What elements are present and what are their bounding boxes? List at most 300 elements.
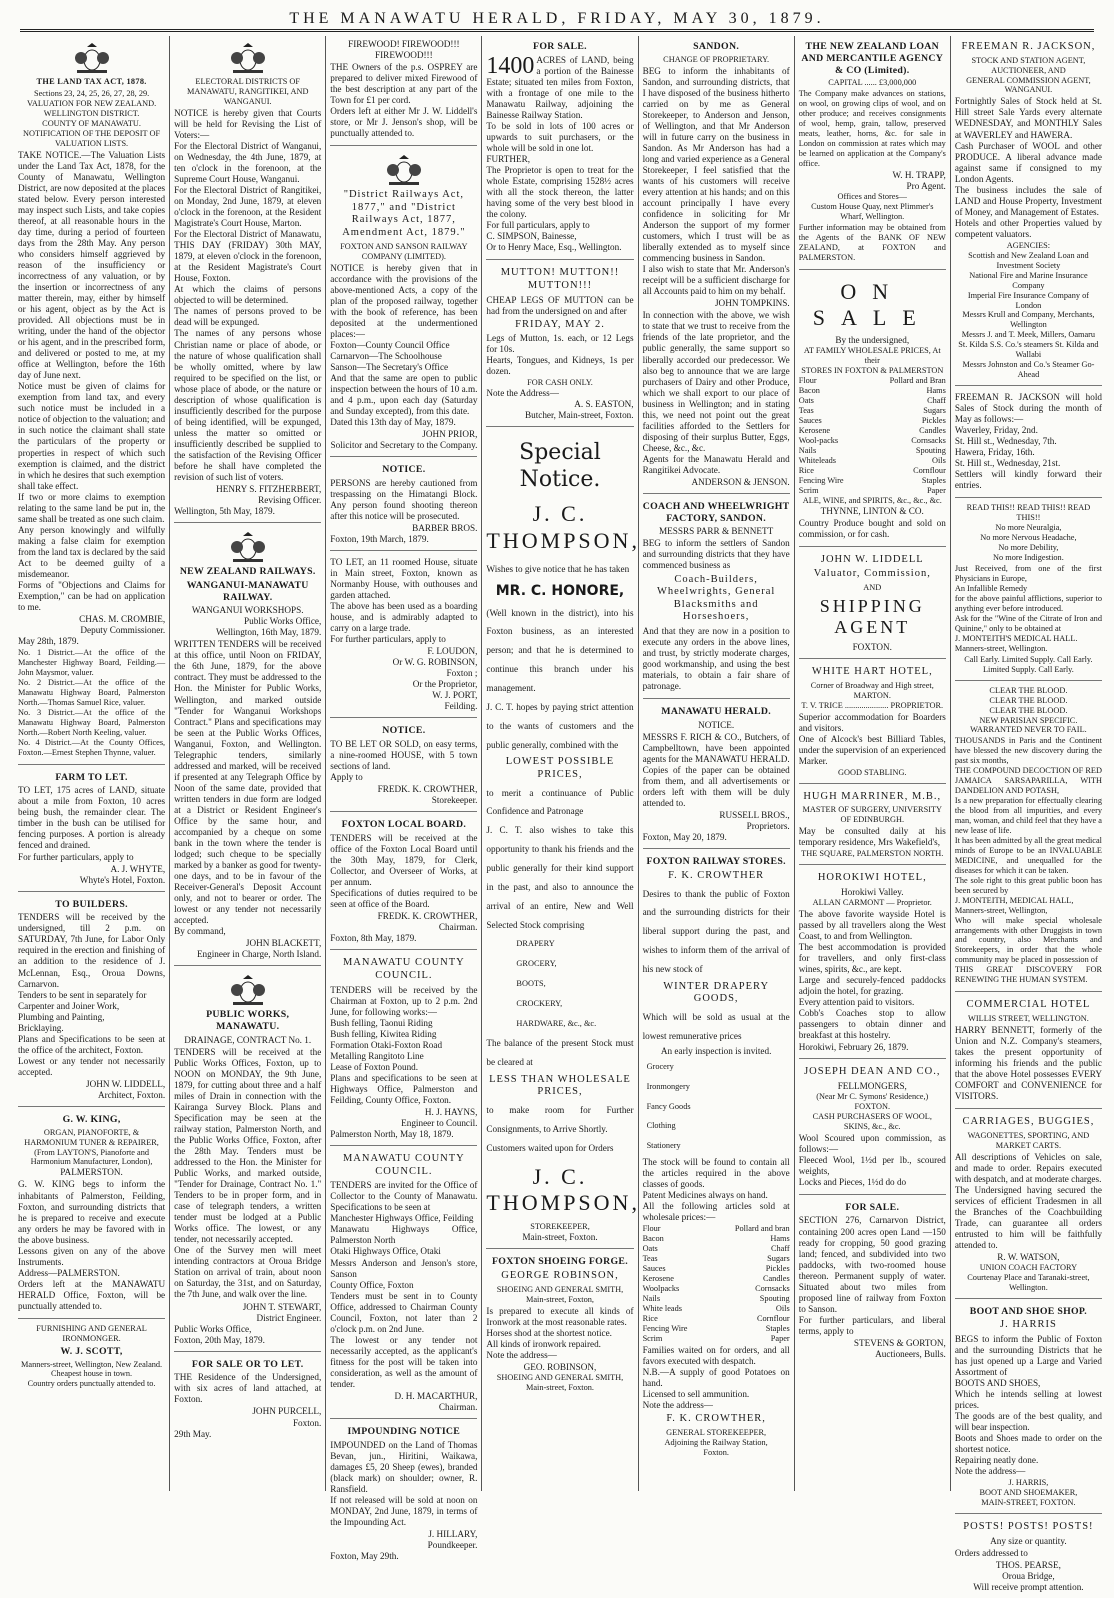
special-notice-title: Special Notice. bbox=[519, 440, 601, 492]
price-list-item: Bacon bbox=[642, 1234, 664, 1244]
price-list-item: Flour bbox=[642, 1224, 661, 1234]
clear-blood-ad bbox=[955, 683, 1102, 993]
loan-body: The Company make advances on stations, on wool, on growing clips of wool, and on other produce; and receives consignments of wool, hemp, grain, tallow, preserved meats, leather, horns, &c. for sale in London on commission at rates which may be learned on application at the Company's office. bbox=[798, 89, 946, 168]
jackson-sales-body: FREEMAN R. JACKSON will hold Sales of Stock during the month of May as follows:— Waverley, Friday, 2nd. St. Hill st., Wednesday, 7th. Hawera, Friday, 16th. St. Hill st., Wednesday, 21st. Settlers will kindly forward their entries. bbox=[954, 392, 1102, 491]
column-4 bbox=[482, 36, 638, 1491]
mutton-address-label: Note the Address— bbox=[486, 388, 559, 399]
king-piano-ad bbox=[18, 1109, 165, 1319]
loan-agency-ad bbox=[799, 36, 946, 270]
farm-heading: FARM TO LET. bbox=[55, 771, 128, 783]
crowther-signature: F. K. CROWTHER, bbox=[666, 1413, 766, 1425]
railway-stores-heading: FOXTON RAILWAY STORES. bbox=[646, 856, 786, 868]
scott-heading: FURNISHING AND GENERAL IRONMONGER. bbox=[36, 1323, 147, 1343]
white-hart-proprietor: T. V. TRICE ..................... PROPRIETOR. bbox=[801, 700, 944, 710]
land-tax-notification: NOTIFICATION OF THE DEPOSIT OF VALUATION LISTS. bbox=[23, 128, 161, 148]
on-sale-body: Country Produce bought and sold on commission, or for cash. bbox=[798, 517, 946, 539]
thompson-body-3: The balance of the present Stock must be cleared at bbox=[486, 1038, 634, 1067]
harris-name: J. HARRIS bbox=[999, 1319, 1057, 1331]
sandon-signature-2: ANDERSON & JENSON. bbox=[691, 476, 790, 487]
price-list-item: Oils bbox=[775, 1304, 790, 1314]
impounding-date: Foxton, May 29th. bbox=[330, 1551, 399, 1561]
royal-coat-of-arms-icon bbox=[225, 530, 271, 564]
railway-stores-ad bbox=[643, 851, 790, 1462]
on-sale-prices: AT FAMILY WHOLESALE PRICES, At their bbox=[803, 346, 941, 366]
price-list-item: Chaff bbox=[927, 396, 946, 406]
price-list-item: Paper bbox=[926, 485, 946, 495]
thompson-goods: DRAPERY GROCERY, BOOTS, CROCKERY, HARDWARE, &c., &c. bbox=[516, 939, 597, 1029]
let-sold-heading: NOTICE. bbox=[382, 725, 426, 737]
herald-notice: NOTICE. bbox=[698, 719, 735, 730]
price-list-item: Candles bbox=[919, 426, 946, 435]
price-list-item: Pickles bbox=[765, 1264, 790, 1274]
on-sale-price-list bbox=[799, 376, 946, 495]
price-list-item: Rice bbox=[798, 465, 814, 475]
harris-boot-ad bbox=[955, 1301, 1102, 1515]
impounding-body: IMPOUNDED on the Land of Thomas Bevan, jun., Hiritini, Waikawa, damages £5, 20 Sheep (ewes), branded (black mark) on shoulder; owner, R. Ransfield. If not released will be sold at noon on MONDAY, 2nd June, 1879, in terms of the Impounding Act. bbox=[330, 1439, 478, 1527]
commercial-address: WILLIS STREET, WELLINGTON. bbox=[968, 1013, 1089, 1023]
column-2 bbox=[170, 36, 326, 1491]
crowther-inspection: An early inspection is invited. bbox=[660, 1045, 772, 1056]
district-railways-signature: JOHN PRIOR, Solicitor and Secretary to the Company. bbox=[330, 429, 478, 451]
jackson-name: FREEMAN R. JACKSON, bbox=[961, 41, 1096, 52]
county-collector-heading: MANAWATU COUNTY COUNCIL. bbox=[342, 1153, 465, 1177]
clear-blood-specific: NEW PARISIAN SPECIFIC. WARRANTED NEVER TO FAIL. bbox=[970, 715, 1087, 735]
dean-fellmongers-ad bbox=[799, 1061, 946, 1195]
winter-drapery: WINTER DRAPERY GOODS, bbox=[663, 980, 770, 1005]
horokiwi-location: Horokiwi Valley. bbox=[841, 886, 904, 897]
builders-heading: TO BUILDERS. bbox=[55, 898, 128, 910]
forge-signature: GEO. ROBINSON, bbox=[523, 1361, 597, 1372]
land-tax-notice bbox=[18, 36, 165, 765]
mutton-cash: FOR CASH ONLY. bbox=[527, 378, 593, 388]
masthead-title: THE MANAWATU HERALD, FRIDAY, MAY 30, 1879. bbox=[289, 10, 825, 27]
mutton-date: FRIDAY, MAY 2. bbox=[515, 318, 605, 330]
trespass-date: Foxton, 19th March, 1879. bbox=[330, 534, 429, 544]
columns bbox=[14, 36, 1106, 1592]
land-tax-sections: Sections 23, 24, 25, 26, 27, 28, 29. bbox=[33, 88, 150, 98]
price-list-item: Oats bbox=[798, 396, 814, 406]
local-board-body: TENDERS will be received at the office of the Foxton Local Board until the 30th May, 1879, for Clerk, Collector, and Overseer of Works, at per annum. Specifications of duties required to be seen at office of the Board. bbox=[330, 833, 478, 910]
marriner-ad bbox=[799, 786, 946, 866]
commercial-hotel-ad bbox=[955, 994, 1102, 1109]
firewood-heading: FIREWOOD! FIREWOOD!!! FIREWOOD!!! bbox=[348, 39, 460, 61]
liddell-valuator-ad bbox=[799, 549, 946, 659]
county-works-heading: MANAWATU COUNTY COUNCIL. bbox=[342, 957, 465, 982]
liddell-trade: Valuator, Commission, bbox=[813, 568, 931, 580]
jackson-trade: STOCK AND STATION AGENT, bbox=[971, 55, 1086, 65]
dean-body: Wool Scoured upon commission, as follows:— Fleeced Wool, 1½d per lb., scoured weights, Locks and Pieces, 1½d do do bbox=[798, 1132, 946, 1187]
price-list-item: Hams bbox=[926, 386, 946, 396]
read-this-heading: READ THIS!! READ THIS!! READ THIS!! bbox=[966, 503, 1091, 523]
liddell-town: FOXTON. bbox=[852, 642, 892, 653]
price-list-item: Sugars bbox=[923, 406, 946, 416]
carnarvon-signature: STEVENS & GORTON, Auctioneers, Bulls. bbox=[853, 1337, 946, 1359]
price-list-item: White leads bbox=[642, 1304, 682, 1314]
mutton-heading: MUTTON! MUTTON!! MUTTON!!! bbox=[500, 267, 620, 291]
mutton-prices: Legs of Mutton, 1s. each, or 12 Legs for 10s. Hearts, Tongues, and Kidneys, 1s per dozen. bbox=[486, 333, 634, 377]
forge-body: Is prepared to execute all kinds of Ironwork at the most reasonable rates. Horses shod at the shortest notice. All kinds of ironwork repaired. Note the address— bbox=[486, 1305, 634, 1360]
price-list-item: Cornsacks bbox=[755, 1284, 790, 1294]
electoral-body: NOTICE is hereby given that Courts will be held for Revising the List of Voters:— For the Electoral District of Wanganui, on Wednesday, the 4th June, 1879, at ten o'clock in the forenoon, at the Supreme Court House, Wanganui. For the Electoral District of Rangitikei, on Monday, 2nd June, 1879, at eleven o'clock in the forenoon, at the Resident Magistrate's Court House, Marton. For the Electoral District of Manawatu, THIS DAY (FRIDAY) 30th MAY, 1879, at eleven o'clock in the forenoon, at the Resident Magistrate's Court House, Foxton. At which the claims of persons objected to will be determined. The names of persons proved to be dead will be expunged. The names of any persons whose Christian name or place of abode, or the nature of whose qualification shall be wholly omitted, where by law required to be specified on the list, or whose place of abode, or the nature or description of whose qualification is insufficiently described for the purpose of being identified, will be expunged, unless the matter so omitted or insufficiently described be supplied to the satisfaction of the Revising Officer before he shall have completed the revision of such list of voters. bbox=[174, 107, 322, 482]
price-list-item: Oats bbox=[642, 1244, 658, 1254]
price-list-item: Nails bbox=[798, 445, 817, 455]
farm-body: TO LET, 175 acres of LAND, situate about a mile from Foxton, 10 acres being bush, the remainder clear. The timber in the bush can be utilised for fencing purposes. A portion is already fenced and drained. For further particulars, apply to bbox=[18, 785, 166, 862]
special-notice-ad bbox=[486, 429, 640, 1249]
coach-body: BEG to inform the settlers of Sandon and surrounding districts that they have commenced business as bbox=[642, 538, 790, 571]
white-hart-ad bbox=[799, 661, 946, 784]
carnarvon-heading: FOR SALE. bbox=[845, 1201, 900, 1213]
posts-size: Any size or quantity. bbox=[990, 1535, 1067, 1546]
sandon-heading: SANDON. bbox=[693, 41, 740, 52]
price-list-item: Oils bbox=[932, 455, 946, 465]
railways-line: WANGANUI-MANAWATU RAILWAY. bbox=[186, 579, 309, 603]
price-list-item: Flour bbox=[798, 376, 817, 386]
jackson-body: Fortnightly Sales of Stock held at St. Hill street Sale Yards every alternate WEDNESDAY, and MONTHLY Sales at WAVERLEY and HAWERA. Cash Purchaser of WOOL and other PRODUCE. A liberal advance made against same if consigned to my London Agents. The business includes the sale of LAND and House Property, Investment of Money, and Management of Estates. Hotels and other Properties valued by competent valuators. bbox=[954, 96, 1102, 239]
carnarvon-sale-ad bbox=[799, 1197, 946, 1365]
price-list-item: Fencing Wire bbox=[642, 1324, 688, 1333]
crowther-body: Desires to thank the public of Foxton and the surrounding districts for their liberal support during the past, and wishes to inform them of the arrival of his new stock of bbox=[642, 888, 790, 974]
thompson-name: J. C. THOMPSON, bbox=[486, 501, 640, 553]
drainage-contract: DRAINAGE, CONTRACT No. 1. bbox=[184, 1034, 312, 1045]
crowther-body-2: Which will be sold as usual at the lowest remunerative prices bbox=[642, 1012, 790, 1041]
white-hart-stabling: GOOD STABLING. bbox=[838, 767, 907, 777]
coach-body-2: And that they are now in a position to execute any orders in the above lines, and trust, by strictly moderate charges, good workmanship, and using the best materials, to obtain a fair share of patronage. bbox=[642, 625, 790, 692]
county-collector-signature: D. H. MACARTHUR, Chairman. bbox=[394, 1390, 478, 1412]
forge-name: GEORGE ROBINSON, bbox=[501, 1270, 619, 1282]
let-sold-body: TO BE LET OR SOLD, on easy terms, a nine-roomed HOUSE, with 5 town sections of land. Apply to bbox=[330, 739, 478, 783]
for-sale-or-let-ad bbox=[174, 1354, 321, 1445]
land-tax-title: THE LAND TAX ACT, 1878. bbox=[36, 77, 147, 86]
commercial-body: HARRY BENNETT, formerly of the Union and N.Z. Company's steamers, takes the present opportunity of informing his friends and the public that the above Hotel possesses EVERY COMFORT and CONVENIENCE for VISITORS. bbox=[954, 1024, 1102, 1101]
jackson-agencies-heading: AGENCIES: bbox=[1006, 240, 1051, 250]
district-railways-heading: "District Railways Act, 1877," and "District Railways Act, 1877, Amendment Act, 1879." bbox=[342, 189, 466, 239]
land-sale-heading: FOR SALE. bbox=[533, 41, 587, 52]
county-council-works bbox=[330, 952, 477, 1146]
commercial-heading: COMMERCIAL HOTEL bbox=[966, 999, 1091, 1011]
firewood-body: THE Owners of the p.s. OSPREY are prepared to deliver mixed Firewood of the best description at any part of the Town for £1 per cord. Orders left at either Mr J. W. Liddell's store, or Mr J. Jenson's shop, will be punctually attended to. bbox=[330, 62, 478, 139]
price-list-item: Wool-packs bbox=[798, 435, 839, 445]
price-list-item: Sauces bbox=[798, 416, 822, 426]
coach-owners: MESSRS PARR & BENNETT bbox=[658, 526, 774, 537]
land-sale-acres: 1400 bbox=[486, 52, 535, 79]
district-railways-body: NOTICE is hereby given that in accordance with the provisions of the above-mentioned Acts, a copy of the plan of the proposed railway, together with the book of reference, has been deposited at the undermentioned places:— Foxton—County Council Office Carnarvon—The Schoolhouse Sanson—The Secretary's Office And that the same are open to public inspection between the hours of 10 a.m. and 4 p.m., upon each day (Saturday and Sunday excepted), from this date. Dated this 13th day of May, 1879. bbox=[330, 262, 478, 427]
herald-body: MESSRS F. RICH & CO., Butchers, of Campbelltown, have been appointed agents for the MANAWATU HERALD. Copies of the paper can be obtained from them, and all advertisements or orders left with them will be duly attended to. bbox=[642, 731, 790, 809]
price-list-item: Bacon bbox=[798, 386, 820, 396]
sandon-body: BEG to inform the inhabitants of Sandon, and surrounding districts, that I have disposed of the business hitherto carried on by me as General Storekeeper, to Anderson and Jenson, of Wellington, and that Mr Anderson will in future carry on the business in Sandon. As Mr Anderson has had a long and varied experience as a General Storekeeper, I feel satisfied that the wants of his customers will receive every attention at his hands; and on this account principally I have every confidence in soliciting for Mr Anderson the support of my former customers, which I trust will be as liberally extended as to myself since commencing business in Sandon. I also wish to state that Mr. Anderson's receipt will be a sufficient discharge for all Accounts paid to him on my behalf. bbox=[642, 65, 790, 297]
railways-workshops: WANGANUI WORKSHOPS. bbox=[191, 605, 304, 616]
land-sale-body: ACRES of LAND, being a portion of the Bainesse Estate; situated ten miles from Foxton, with a frontage of one mile to the Manawatu Railway, adjoining the Bainesse Railway Station. To be sold in lots of 100 acres or upwards to suit purchasers, or the whole will be sold in one lot. FURTHER, The Proprietor is open to treat for the whole Estate, comprising 1528½ acres with all the stock thereon, the latter having some of the very best blood in the colony. For full particulars, apply to C. SIMPSON, Bainesse, Or to Henry Mace, Esq., Wellington. bbox=[486, 54, 634, 253]
herald-date: Foxton, May 20, 1879. bbox=[642, 832, 727, 843]
jackson-town: WANGANUI. bbox=[1004, 85, 1053, 95]
price-list-item: Teas bbox=[798, 406, 814, 416]
land-tax-body: TAKE NOTICE.—The Valuation Lists under the Land Tax Act, 1878, for the County of Manawatu, Wellington District, are now deposited at the places stated below. Every person interested may inspect such Lists, and take copies thereof, at all reasonable hours in the day time, during a period of fourteen days from the 28th May. Any person who considers himself aggrieved by reason of the insufficiency or incorrectness of any valuation, or by the insertion or incorrectness of any matter therein, may, either by himself or his agent, object as by the Act is provided. All objections must be in writing, under the hand of the objector or his agent, and in the prescribed form, and delivered or posted to me, at my office at Wellington, before the 16th day of June next. Notice must be given of claims for exemption from land tax, and every such notice must be included in a notice of objection to the valuation; and in such notice the claimant shall state the particulars of the property or properties in respect of which such exemption is claimed, and the district in which he desires that such exemption shall take effect. If two or more claims to exemption relating to the same land be put in, the same shall be treated as one such claim. Any person knowingly and wilfully making a false claim for exemption from the land tax is declared by the said Act to be deemed guilty of a misdemeanor. Forms of "Objections and Claims for Exemption," can be had on application to me. bbox=[18, 149, 166, 612]
thompson-address: Main-street, Foxton. bbox=[522, 1232, 598, 1243]
thompson-intro: Wishes to give notice that he has taken bbox=[486, 563, 630, 574]
column-7 bbox=[951, 36, 1106, 1592]
jackson-sales-ad bbox=[955, 388, 1102, 498]
price-list-item: Scrim bbox=[642, 1333, 663, 1343]
less-than-wholesale: LESS THAN WHOLESALE PRICES, bbox=[489, 1073, 631, 1098]
drainage-body: TENDERS will be received at the Public Works Offices, Foxton, up to NOON on MONDAY, the 9th June, 1879, for cutting about three and a half miles of Drain in connection with the Kairanga Survey Block. Plans and Specification may be seen at the railway station, Palmerston North, and the Public Works Office, Foxton, after the 28th May. Tenders must be addressed to the Hon. the Minister for Public Works, and marked outside, "Tender for Drainage, Contract No. 1." Tenders to be in proper form, and in case of telegraph tenders, a written tender must be lodged at a Public Works office. The lowest, or any tender, not necessarily accepted. One of the Survey men will meet intending contractors at Oroua Bridge Station on arrival of train, about noon on Saturday, the 31st, and on Saturday, the 7th June, and walk over the line. bbox=[174, 1046, 322, 1300]
price-list-item: Chaff bbox=[770, 1244, 790, 1254]
price-list-item: Scrim bbox=[798, 485, 819, 495]
price-list-item: Candles bbox=[762, 1274, 790, 1284]
watson-address: Courtenay Place and Taranaki-street, Wellington. bbox=[967, 1272, 1090, 1292]
liddell-name: JOHN W. LIDDELL bbox=[820, 553, 924, 565]
herald-heading: MANAWATU HERALD. bbox=[661, 706, 771, 718]
coach-factory-ad bbox=[643, 496, 790, 699]
railways-heading: NEW ZEALAND RAILWAYS. bbox=[179, 566, 316, 578]
jackson-agent-ad bbox=[955, 36, 1102, 386]
farm-to-let-ad bbox=[18, 767, 165, 892]
king-town: PALMERSTON. bbox=[60, 1167, 123, 1178]
trespass-heading: NOTICE. bbox=[382, 464, 426, 476]
house-to-let-body: TO LET, an 11 roomed House, situate in Main street, Foxton, known as Normanby House, with outhouses and garden attached. The above has been used as a boarding house, and is admirably adapted to carry on a large trade. For further particulars, apply to bbox=[330, 557, 478, 645]
thompson-body-4: to make room for Further Consignments, to Arrive Shortly. Customers waited upon for Orders bbox=[486, 1104, 634, 1153]
price-list-item: Woolpacks bbox=[642, 1284, 680, 1294]
railways-body: WRITTEN TENDERS will be received at this office, until Noon on FRIDAY, the 6th June, 1879, for the above contract. They must be addressed to the Hon. the Minister for Public Works, Wellington, and marked outside "Tender for Wanganui Workshops Contract." Plans and specifications may be seen at the Public Works Offices, Wanganui, Foxton, and Wellington. Telegraphic tenders, similarly addressed and marked, will be received if presented at any Telegraph Office by Noon of the same date, provided that written tenders in due form are lodged at a District or Resident Engineer's Office by the same hour, and accompanied by a cheque on some bank in the town where the tender is lodged; such cheque to be specially marked by a banker as good for twenty-one days, and to be in favour of the Receiver-General's Deposit Account only, and not to bearer or order. The lowest or any tender not necessarily accepted. By command, bbox=[174, 639, 322, 937]
marriner-body: May be consulted daily at his temporary residence, Mrs Wakefield's, bbox=[798, 826, 946, 848]
lowest-prices: LOWEST POSSIBLE PRICES, bbox=[505, 756, 615, 781]
district-railways-company: FOXTON AND SANSON RAILWAY COMPANY (LIMITED). bbox=[340, 241, 468, 261]
builders-signature: JOHN W. LIDDELL, Architect, Foxton. bbox=[86, 1078, 166, 1100]
thompson-body-2: to merit a continuance of Public Confidence and Patronage J. C. T. also wishes to take this opportunity to thank his friends and the public generally for their kind support in the past, and also to announce the arrival of an entire, New and Well Selected Stock comprising bbox=[486, 787, 634, 930]
carnarvon-body: SECTION 276, Carnarvon District, containing 200 acres open Land —150 ready for cropping, 50 good grazing land; fenced, and subdivided into two paddocks, with two-roomed house thereon. Permanent supply of water. Situated about two miles from proposed line of railway from Foxton to Sanson. For further particulars, and liberal terms, apply to bbox=[798, 1215, 946, 1336]
watson-factory: UNION COACH FACTORY bbox=[979, 1262, 1078, 1272]
loan-offices: Offices and Stores— Custom House Quay, next Plimmer's Wharf, Wellington. bbox=[811, 191, 934, 221]
drainage-office: Public Works Office, Foxton, 20th May, 1879. bbox=[174, 1323, 265, 1345]
trespass-notice bbox=[330, 459, 477, 551]
price-list-item: Fencing Wire bbox=[798, 475, 844, 485]
price-list-item: Paper bbox=[770, 1333, 790, 1343]
clear-blood-body: THOUSANDS in Paris and the Continent have blessed the new discovery during the past six months, THE COMPOUND DECOCTION OF RED JAMAICA SARSAPARILLA, WITH DANDELION AND POTASH, Is a new preparation for effectually clearing the blood from all impurities, and every man, woman, and child feel that they have a new lease of life. It has been admitted by all the great medical minds of Europe to be an INVALUABLE MEDICINE, and unequalled for the diseases for which it can be taken. The sole right to this great public boon has been secured by J. MONTEITH, MEDICAL HALL, Manners-street, Wellington, Who will make special wholesale arrangements with other Druggists in town and country, also Merchants and Storekeepers, in order that the whole community may be placed in possession of THIS GREAT DISCOVERY FOR RENEWING THE HUMAN SYSTEM. bbox=[954, 736, 1102, 985]
impounding-signature: J. HILLARY, Poundkeeper. bbox=[427, 1528, 478, 1550]
sale-let-heading: FOR SALE OR TO LET. bbox=[191, 1358, 304, 1370]
price-list-item: Spouting bbox=[915, 445, 946, 455]
honore-name: MR. C. HONORE, bbox=[495, 582, 625, 599]
electoral-signature: HENRY S. FITZHERBERT, Revising Officer. bbox=[216, 483, 322, 505]
herald-signature: RUSSELL BROS., Proprietors. bbox=[719, 810, 790, 832]
scott-address: Manners-street, Wellington, New Zealand. bbox=[21, 1359, 163, 1369]
horokiwi-hotel-ad bbox=[799, 867, 946, 1059]
county-works-date: Palmerston North, May 18, 1879. bbox=[330, 1129, 454, 1140]
drainage-tender bbox=[174, 968, 321, 1351]
watson-signature: R. W. WATSON, bbox=[997, 1251, 1060, 1262]
house-let-sold-notice bbox=[330, 720, 477, 812]
royal-coat-of-arms-icon bbox=[69, 41, 115, 75]
watson-body: All descriptions of Vehicles on sale, and made to order. Repairs executed with despatch, and at moderate charges. The Undersigned having secured the services of efficient Tradesmen in all the Branches of the Coachbuilding Trade, can guarantee all orders entrusted to him will be faithfully attended to. bbox=[954, 1151, 1102, 1250]
herald-agents-notice bbox=[643, 701, 790, 849]
land-tax-district-list: No. 1 District.—At the office of the Manchester Highway Board, Feilding.—John Maysmor, valuer. No. 2 District.—At the office of the Manawatu Highway Board, Palmerston North.—Thomas Samuel Rice, valuer. No. 3 District.—At the office of the Manawatu Highway Board, Palmerston North.—Robert North Keeling, valuer. No. 4 District.—At the County Offices, Foxton.—Ernest Stephen Thynne, valuer. bbox=[18, 648, 166, 757]
price-list-item: Whiteleads bbox=[798, 455, 837, 465]
marriner-name: HUGH MARRINER, M.B., bbox=[803, 790, 942, 802]
drainage-heading: PUBLIC WORKS, MANAWATU. bbox=[206, 1009, 290, 1033]
horokiwi-heading: HOROKIWI HOTEL, bbox=[817, 872, 927, 884]
trespass-signature: BARBER BROS. bbox=[412, 522, 478, 533]
price-list-item: Hams bbox=[770, 1234, 790, 1244]
horokiwi-date: Horokiwi, February 26, 1879. bbox=[798, 1042, 909, 1053]
electoral-notice bbox=[174, 36, 321, 523]
price-list-item: Staples bbox=[921, 475, 946, 485]
loan-signature: W. H. TRAPP, Pro Agent. bbox=[892, 169, 946, 191]
county-works-signature: H. J. HAYNS, Engineer to Council. bbox=[401, 1107, 478, 1129]
read-this-list: No more Neuralgia, No more Nervous Headache, No more Debility, No more Indigestion. bbox=[980, 523, 1077, 563]
on-sale-ad bbox=[799, 272, 946, 547]
impounding-notice bbox=[330, 1421, 477, 1567]
dean-trade: FELLMONGERS, bbox=[837, 1080, 907, 1091]
sandon-change-notice bbox=[643, 36, 790, 494]
scott-ironmonger-ad bbox=[18, 1321, 165, 1395]
price-list-item: Cornflour bbox=[913, 465, 946, 475]
coach-heading: COACH AND WHEELWRIGHT FACTORY, SANDON. bbox=[642, 500, 790, 524]
price-list-item: Nails bbox=[642, 1294, 661, 1304]
house-to-let-signature: F. LOUDON, Or W. G. ROBINSON, Foxton ; Or the Proprietor, W. J. PORT, Feilding. bbox=[392, 646, 478, 712]
price-list-item: Pollard and bran bbox=[734, 1224, 790, 1234]
thompson-body: (Well known in the district), into his Foxton business, as an interested person; and that he is determined to continue this branch under his management. J. C. T. hopes by paying strict attention to the wants of customers and the public generally, combined with the bbox=[486, 607, 634, 750]
thompson-signature: J. C. THOMPSON, bbox=[486, 1163, 640, 1215]
sandon-body-2: In connection with the above, we wish to state that we trust to receive from the friends of the late proprietor, and the public generally, the same support so liberally accorded our predecessor. We also beg to announce that we are large purchasers of Dairy and other Produce, which we shall export to our place of business in Wellington; and in stating this, we need not point out the great facilities afforded to the Settlers for disposing of their surplus Butter, Eggs, Cheese, &c., &c. Agents for the Manawatu Herald and Rangitikei Advocate. bbox=[642, 310, 790, 475]
price-list-item: Sugars bbox=[767, 1254, 790, 1264]
railways-signature: JOHN BLACKETT, Engineer in Charge, North Island. bbox=[196, 938, 322, 960]
mutton-ad bbox=[486, 262, 633, 427]
harris-signature: J. HARRIS, BOOT AND SHOEMAKER, MAIN-STREET, FOXTON. bbox=[979, 1478, 1078, 1508]
forge-trade: SHOEING AND GENERAL SMITH, Main-street, Foxton, bbox=[496, 1284, 624, 1304]
on-sale-spirits: ALE, WINE, and SPIRITS, &c., &c., &c. bbox=[802, 495, 942, 505]
price-list-item: Rice bbox=[642, 1314, 658, 1324]
on-sale-stores: STORES IN FOXTON & PALMERSTON bbox=[801, 366, 944, 376]
loan-heading: THE NEW ZEALAND LOAN AND MERCANTILE AGENCY & CO (Limited). bbox=[801, 41, 944, 76]
marriner-address: THE SQUARE, PALMERSTON NORTH. bbox=[801, 849, 944, 859]
royal-coat-of-arms-icon bbox=[381, 153, 427, 187]
read-this-body: Just Received, from one of the first Physicians in Europe, An Infallible Remedy for the above painful afflictions, superior to anything ever before introduced. Ask for the "Wine of the Citrate of Iron and Quinine," only to be obtained at J. MONTEITH'S MEDICAL HALL. Manners-street, Wellington. bbox=[954, 564, 1102, 653]
posts-ad bbox=[955, 1516, 1102, 1598]
house-to-let-ad bbox=[330, 553, 477, 718]
railways-office: Public Works Office, Wellington, 16th May, 1879. bbox=[215, 616, 322, 638]
forge-heading: FOXTON SHOEING FORGE. bbox=[492, 1256, 628, 1268]
loan-body-2: Further information may be obtained from the Agents of the BANK OF NEW ZEALAND, at FOXTON and PALMERSTON. bbox=[798, 222, 946, 262]
masthead bbox=[20, 6, 1094, 32]
column-6 bbox=[795, 36, 951, 1491]
price-list-item: Pollard and Bran bbox=[889, 376, 946, 386]
shoeing-forge-ad bbox=[486, 1251, 633, 1397]
crowther-name: F. K. CROWTHER bbox=[668, 869, 765, 881]
to-builders-ad bbox=[18, 894, 165, 1107]
liddell-and: AND bbox=[863, 582, 882, 592]
farm-signature: A. J. WHYTE, Whyte's Hotel, Foxton. bbox=[79, 863, 166, 885]
land-tax-date: May 28th, 1879. bbox=[18, 636, 79, 647]
land-tax-county: COUNTY OF MANAWATU. bbox=[42, 118, 141, 128]
price-list-item: Pickles bbox=[921, 416, 946, 426]
railways-tender bbox=[174, 525, 321, 966]
watson-coach-ad bbox=[955, 1111, 1102, 1299]
land-tax-signature: CHAS. M. CROMBIE, Deputy Commissioner. bbox=[79, 613, 166, 636]
harris-body: BEGS to inform the Public of Foxton and the surrounding Districts that he has just opened up a Large and Varied Assortment of BOOTS AND SHOES, Which he intends selling at lowest prices. The goods are of the best quality, and will bear inspection. Boots and Shoes made to order on the shortest notice. Repairing neatly done. Note the address— bbox=[954, 1334, 1102, 1477]
let-sold-signature: FREDK. K. CROWTHER, Storekeeper. bbox=[377, 784, 478, 806]
king-body: G. W. KING begs to inform the inhabitants of Palmerston, Feilding, Foxton, and surrounding districts that he is prepared to receive and execute any orders he may be favored with in the above business. Lessons given on any of the above Instruments. Address—PALMERSTON. Orders left at the MANAWATU HERALD Office, Foxton, will be punctually attended to. bbox=[18, 1179, 166, 1311]
price-list-item: Spouting bbox=[759, 1294, 790, 1304]
price-list-item: Teas bbox=[642, 1254, 658, 1264]
scott-name: W. J. SCOTT, bbox=[60, 1345, 123, 1357]
jackson-agencies: Scottish and New Zealand Loan and Investment Society National Fire and Marine Insurance Company Imperial Fire Insurance Company of London Messrs Krull and Company, Merchants, Wellington Messrs J. and T. Meek, Millers, Oamaru St. Kilda S.S. Co.'s steamers St. Kilda and Wallabi Messrs Johnston and Co.'s Steamer Go-Ahead bbox=[958, 250, 1099, 380]
clear-blood-heading: CLEAR THE BLOOD. CLEAR THE BLOOD. CLEAR THE BLOOD. bbox=[989, 685, 1068, 715]
impounding-heading: IMPOUNDING NOTICE bbox=[347, 1425, 461, 1437]
sale-let-date: 29th May. bbox=[174, 1428, 212, 1439]
electoral-date: Wellington, 5th May, 1879. bbox=[174, 505, 275, 516]
forge-signature-trade: SHOEING AND GENERAL SMITH, Main-street, Foxton. bbox=[496, 1372, 624, 1392]
drainage-signature: JOHN T. STEWART, District Engineer. bbox=[242, 1301, 322, 1323]
loan-capital: CAPITAL ...... £3,000,000 bbox=[828, 78, 917, 88]
coach-trades: Coach-Builders, Wheelwrights, General Blacksmiths and Horseshoers, bbox=[656, 573, 776, 623]
watson-heading: CARRIAGES, BUGGIES, bbox=[962, 1116, 1095, 1127]
white-hart-location: Corner of Broadway and High street, MARTON. bbox=[810, 680, 934, 700]
royal-coat-of-arms-icon bbox=[225, 973, 271, 1007]
price-list-item: Cornflour bbox=[756, 1314, 790, 1324]
sale-let-body: THE Residence of the Undersigned, with six acres of land attached, at Foxton. bbox=[174, 1372, 322, 1405]
white-hart-heading: WHITE HART HOTEL, bbox=[811, 666, 933, 678]
jackson-auctioneer: AUCTIONEER, AND bbox=[991, 65, 1066, 75]
price-list-item: Kerosene bbox=[642, 1274, 674, 1284]
sandon-subheading: CHANGE OF PROPRIETARY. bbox=[663, 54, 770, 64]
jackson-commission: GENERAL COMMISSION AGENT, bbox=[966, 75, 1091, 85]
king-heading: G. W. KING, bbox=[62, 1113, 121, 1125]
local-board-heading: FOXTON LOCAL BOARD. bbox=[341, 819, 467, 831]
horokiwi-body: The above favorite wayside Hotel is passed by all travellers along the West Coast, to and from Wellington. The best accommodation is provided for travellers, and only first-class wines, spirits, &c., are kept. Large and securely-fenced paddocks adjoin the hotel, for grazing. Every attention paid to visitors. Cobb's Coaches stop to allow passengers to obtain dinner and breakfast at this hostelry. bbox=[798, 908, 946, 1041]
land-tax-valuation: VALUATION FOR NEW ZEALAND. bbox=[26, 98, 157, 108]
price-list-item: Cornsacks bbox=[911, 435, 946, 445]
read-this-call: Call Early. Limited Supply. Call Early. Limited Supply. Call Early. bbox=[964, 654, 1093, 674]
dean-town: FOXTON. bbox=[854, 1101, 891, 1111]
land-tax-district: WELLINGTON DISTRICT. bbox=[43, 108, 140, 118]
column-5 bbox=[639, 36, 795, 1491]
royal-coat-of-arms-icon bbox=[225, 41, 271, 75]
crowther-price-list bbox=[643, 1224, 790, 1343]
dean-purchasers: CASH PURCHASERS OF WOOL, SKINS, &c., &c. bbox=[812, 1111, 932, 1131]
mutton-signature: A. S. EASTON, Butcher, Main-street, Foxton. bbox=[524, 399, 634, 421]
read-this-ad bbox=[955, 500, 1102, 680]
county-collector-body: TENDERS are invited for the Office of Collector to the County of Manawatu. Specifications to be seen at Manchester Highways Office, Feilding Manawatu Highways Office, Palmerston North Otaki Highways Office, Otaki Messrs Anderson and Jenson's store, Sanson County Office, Foxton Tenders must be sent in to County Office, addressed to Chairman County Council, Foxton, not later than 2 o'clock p.m. on 2nd June. The lowest or any tender not necessarily accepted, as the applicant's fitness for the post will be taken into consideration, as well as the amount of tender. bbox=[330, 1180, 478, 1389]
on-sale-heading: ON SALE bbox=[812, 278, 932, 330]
mutton-body: CHEAP LEGS OF MUTTON can be had from the undersigned on and after bbox=[486, 294, 634, 316]
price-list-item: Kerosene bbox=[798, 426, 831, 435]
king-trade: ORGAN, PIANOFORTE, & HARMONIUM TUNER & REPAIRER, bbox=[24, 1127, 159, 1147]
column-3 bbox=[326, 36, 482, 1561]
dean-heading: JOSEPH DEAN AND CO., bbox=[804, 1066, 941, 1078]
on-sale-signature: THYNNE, LINTON & CO. bbox=[820, 505, 924, 516]
local-board-notice bbox=[330, 814, 477, 950]
posts-heading: POSTS! POSTS! POSTS! bbox=[963, 1521, 1094, 1533]
crowther-goods: Grocery Ironmongery Fancy Goods Clothing Stationery bbox=[646, 1061, 691, 1151]
local-board-date: Foxton, 8th May, 1879. bbox=[330, 933, 417, 944]
land-for-sale-ad bbox=[486, 36, 633, 260]
dean-location: (Near Mr C. Symons' Residence,) bbox=[816, 1091, 929, 1101]
firewood-ad bbox=[330, 36, 477, 146]
trespass-body: PERSONS are hereby cautioned from trespassing on the Himatangi Block. Any person found shooting thereon after this notice will be prosecuted. bbox=[330, 477, 478, 521]
price-list-item: Sauces bbox=[642, 1264, 666, 1274]
marriner-degree: MASTER OF SURGERY, UNIVERSITY OF EDINBURGH. bbox=[802, 805, 943, 825]
scott-country-orders: Country orders punctually attended to. bbox=[27, 1379, 156, 1389]
electoral-heading: ELECTORAL DISTRICTS OF MANAWATU, RANGITIKEI, AND WANGANUI. bbox=[186, 77, 309, 106]
horokiwi-proprietor: ALLAN CARMONT — Proprietor. bbox=[812, 897, 932, 907]
scott-tagline: Cheapest house in town. bbox=[51, 1369, 133, 1379]
county-council-collector bbox=[330, 1148, 477, 1419]
price-list-item: Staples bbox=[765, 1324, 790, 1333]
liddell-shipping: SHIPPING AGENT bbox=[819, 595, 925, 638]
county-works-body: TENDERS will be received by the Chairman at Foxton, up to 2 p.m. 2nd June, for following works:— Bush felling, Taonui Riding Bush felling, Kiwitea Riding Formation Otaki-Foxton Road Metalling Rangitoto Line Lease of Foxton Pound. Plans and specifications to be seen at Highways Office, Palmerston and Feilding, County Office, Foxton. bbox=[330, 984, 478, 1105]
on-sale-by: By the undersigned, bbox=[835, 335, 910, 346]
district-railways-notice bbox=[330, 148, 477, 457]
column-1 bbox=[14, 36, 170, 1491]
local-board-signature: FREDK. K. CROWTHER, Chairman. bbox=[377, 911, 478, 933]
